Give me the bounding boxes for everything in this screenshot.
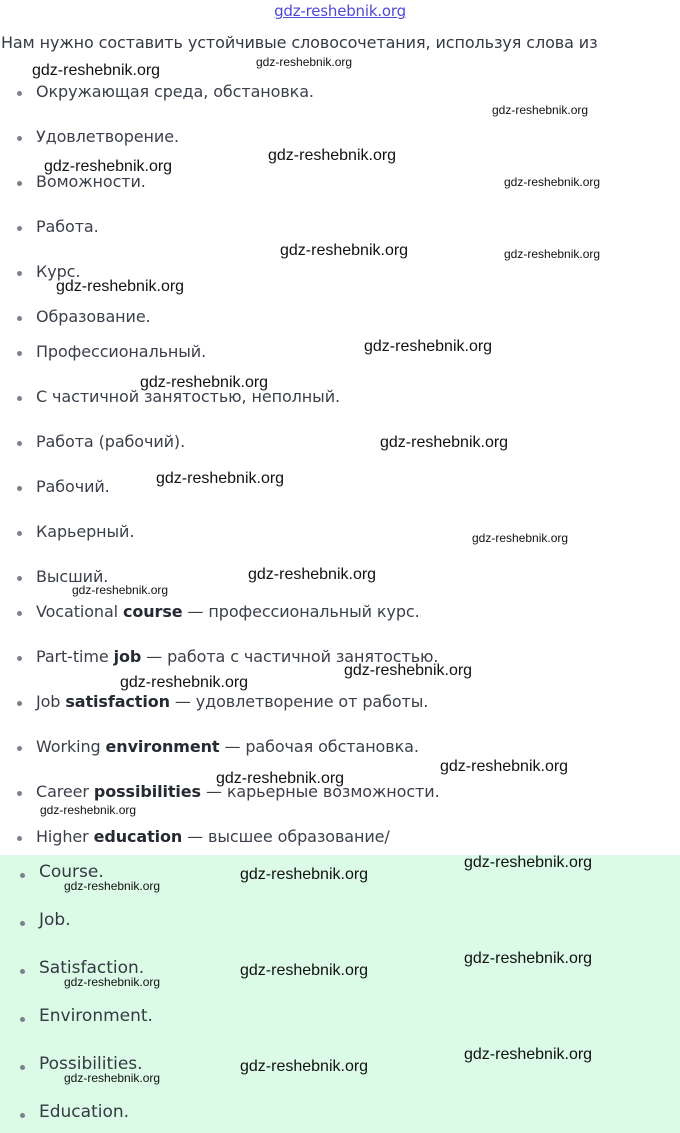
watermark: gdz-reshebnik.org [380,434,509,451]
answer-box: Course. Job. Satisfaction. Environment. Possibilities. Education. [0,855,680,1133]
bullet-icon [20,1065,25,1070]
bullet-icon [17,441,22,446]
watermark: gdz-reshebnik.org [56,278,185,295]
watermark: gdz-reshebnik.org [256,55,353,69]
bullet-icon [17,486,22,491]
bullet-icon [17,531,22,536]
bullet-icon [17,836,22,841]
watermark: gdz-reshebnik.org [156,470,285,487]
watermark: gdz-reshebnik.org [344,662,473,679]
watermark: gdz-reshebnik.org [240,962,369,979]
watermark: gdz-reshebnik.org [248,566,377,583]
watermark: gdz-reshebnik.org [72,583,169,597]
watermark: gdz-reshebnik.org [440,758,569,775]
watermark: gdz-reshebnik.org [504,247,601,261]
watermark: gdz-reshebnik.org [120,674,249,691]
watermark: gdz-reshebnik.org [464,950,593,967]
bullet-icon [17,271,22,276]
watermark: gdz-reshebnik.org [492,103,589,117]
intro-text: Нам нужно составить устойчивые словосочетания, используя слова из [1,33,598,52]
bullet-icon [17,746,22,751]
bullet-icon [20,873,25,878]
bullet-icon [17,91,22,96]
bullet-icon [17,791,22,796]
watermark: gdz-reshebnik.org [364,338,493,355]
bullet-icon [17,351,22,356]
bullet-icon [20,1017,25,1022]
watermark: gdz-reshebnik.org [40,803,137,817]
bullet-icon [17,701,22,706]
bullet-icon [17,226,22,231]
bullet-icon [17,316,22,321]
watermark: gdz-reshebnik.org [64,1071,161,1085]
watermark: gdz-reshebnik.org [504,175,601,189]
bullet-icon [17,396,22,401]
watermark: gdz-reshebnik.org [464,1046,593,1063]
watermark: gdz-reshebnik.org [240,1058,369,1075]
watermark: gdz-reshebnik.org [44,158,173,175]
watermark: gdz-reshebnik.org [64,975,161,989]
watermark: gdz-reshebnik.org [32,62,161,79]
bullet-icon [17,576,22,581]
bullet-icon [17,611,22,616]
watermark: gdz-reshebnik.org [64,879,161,893]
watermark: gdz-reshebnik.org [240,866,369,883]
bullet-icon [20,1113,25,1118]
site-link[interactable]: gdz-reshebnik.org [274,2,406,20]
watermark: gdz-reshebnik.org [216,770,345,787]
bullet-icon [17,136,22,141]
bullet-icon [17,181,22,186]
bullet-icon [20,969,25,974]
watermark: gdz-reshebnik.org [472,531,569,545]
bullet-icon [20,921,25,926]
watermark: gdz-reshebnik.org [268,147,397,164]
watermark: gdz-reshebnik.org [464,854,593,871]
watermark: gdz-reshebnik.org [280,242,409,259]
bullet-icon [17,656,22,661]
watermark: gdz-reshebnik.org [140,374,269,391]
